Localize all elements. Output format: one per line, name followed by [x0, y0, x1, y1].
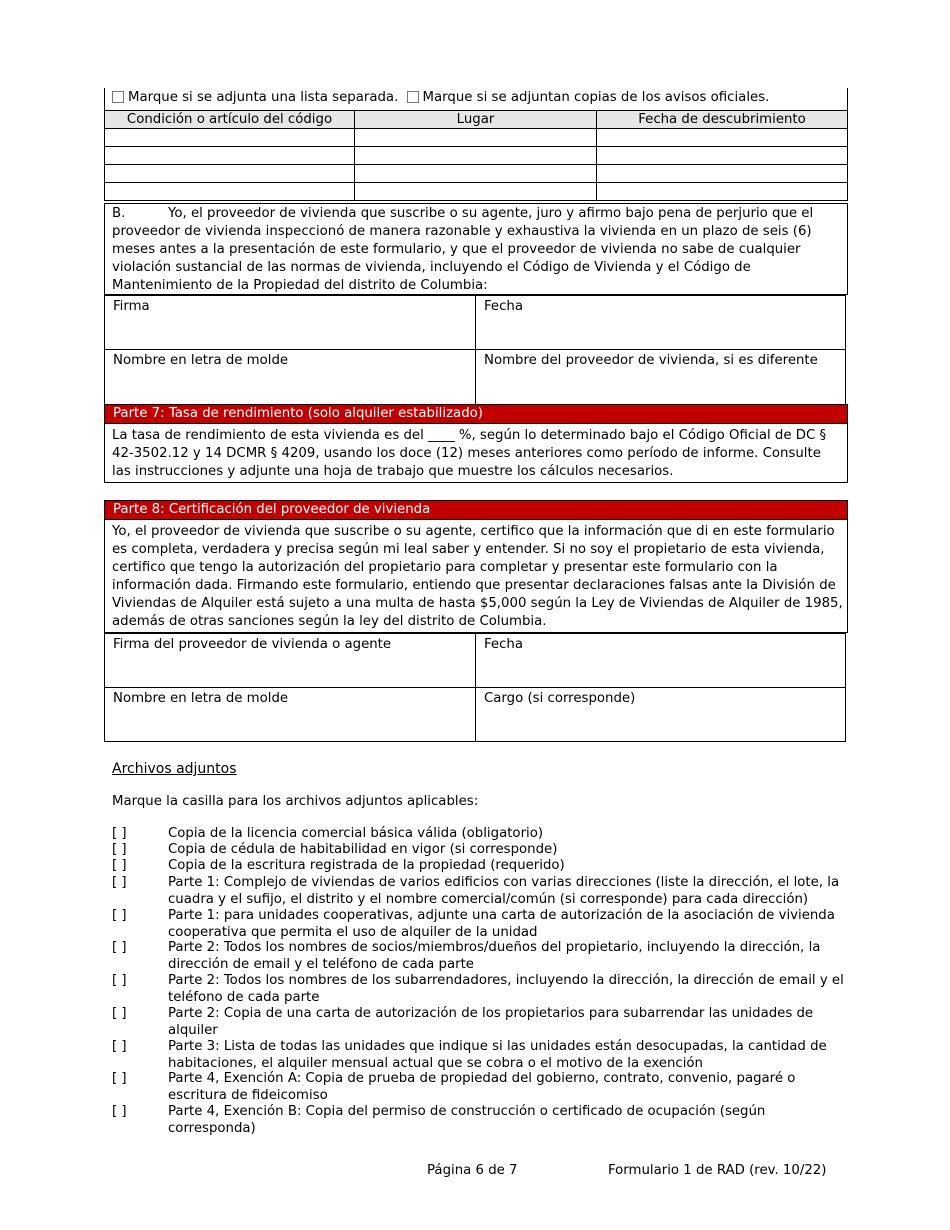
attachment-checkbox[interactable]: [ ] — [112, 973, 127, 988]
table-header: Lugar — [355, 111, 597, 129]
attachment-checkbox[interactable]: [ ] — [112, 940, 127, 955]
table-row[interactable] — [105, 129, 848, 147]
section-b-text — [112, 205, 842, 295]
table-cell[interactable] — [355, 165, 597, 183]
table-cell[interactable] — [355, 183, 597, 201]
table-row[interactable] — [105, 147, 848, 165]
agent-signature-field[interactable] — [104, 633, 476, 688]
title-label: Cargo (si corresponde) — [484, 691, 636, 706]
part8-text: Yo, el proveedor de vivienda que suscribe o su agente, certifico que la información que di en este formulario es completa, verdadera y precisa según mi leal saber y entender. Si no soy el propietario de esta vivienda, certifico que tengo la autorización del propietario para completar y presentar este formulario con la información dada. Firmando este formulario, entiendo que presentar declaraciones falsas ante la División de Viviendas de Alquiler está sujeto a una multa de hasta $5,000 según la Ley de Viviendas de Alquiler de 1985, además de otras sanciones según la ley del distrito de Columbia. — [112, 524, 843, 629]
official-notices-label: Marque si se adjuntan copias de los avisos oficiales. — [422, 90, 770, 105]
attachments-instruction: Marque la casilla para los archivos adjuntos aplicables: — [112, 794, 479, 809]
attachment-text: Copia de la escritura registrada de la propiedad (requerido) — [168, 858, 565, 873]
table-header: Condición o artículo del código — [105, 111, 355, 129]
attachment-text: Parte 2: Todos los nombres de socios/miembros/dueños del propietario, incluyendo la dirección, la dirección de email y el teléfono de cada parte — [168, 940, 821, 972]
table-header: Fecha de descubrimiento — [597, 111, 848, 129]
attachments-heading: Archivos adjuntos — [112, 761, 237, 777]
signature-label: Firma — [113, 299, 150, 314]
table-cell[interactable] — [597, 183, 848, 201]
part7-title: Parte 7: Tasa de rendimiento (solo alquiler estabilizado) — [104, 404, 848, 424]
print-name-label-2: Nombre en letra de molde — [113, 691, 289, 706]
violations-table — [104, 110, 848, 201]
provider-name-field[interactable] — [475, 349, 846, 405]
date-label: Fecha — [484, 299, 523, 314]
attachment-text: Parte 4, Exención B: Copia del permiso de construcción o certificado de ocupación (según corresponda) — [168, 1104, 766, 1136]
print-name-field-2[interactable] — [104, 687, 476, 742]
separate-list-label: Marque si se adjunta una lista separada. — [128, 90, 399, 105]
attachment-checkbox[interactable]: [ ] — [112, 908, 127, 923]
table-cell[interactable] — [597, 129, 848, 147]
attachment-checkbox[interactable]: [ ] — [112, 1071, 127, 1086]
attachment-text: Parte 1: para unidades cooperativas, adjunte una carta de autorización de la asociación de vivienda cooperativa que permita el uso de alquiler de la unidad — [168, 908, 835, 940]
top-border-left — [104, 88, 105, 110]
attachment-text: Parte 2: Todos los nombres de los subarrendadores, incluyendo la dirección, la dirección de email y el teléfono de cada parte — [168, 973, 844, 1005]
attachment-checkbox[interactable]: [ ] — [112, 1039, 127, 1054]
attachment-text: Copia de la licencia comercial básica válida (obligatorio) — [168, 826, 544, 841]
date-label-2: Fecha — [484, 637, 523, 652]
table-cell[interactable] — [355, 129, 597, 147]
part8-title: Parte 8: Certificación del proveedor de vivienda — [104, 500, 848, 520]
attachment-checkbox[interactable]: [ ] — [112, 1104, 127, 1119]
attachment-text: Parte 2: Copia de una carta de autorización de los propietarios para subarrendar las unidades de alquiler — [168, 1006, 814, 1038]
section-b-body: Yo, el proveedor de vivienda que suscribe o su agente, juro y afirmo bajo pena de perjurio que el proveedor de vivienda inspeccionó de manera razonable y exhaustiva la vivienda en un plazo de seis (6) meses antes a la presentación de este formulario, y que el proveedor de vivienda no sabe de cualquier violación sustancial de las normas de vivienda, incluyendo el Código de Vivienda y el Código de Mantenimiento de la Propiedad del distrito de Columbia: — [112, 206, 814, 293]
print-name-field[interactable] — [104, 349, 476, 405]
check-line — [112, 89, 769, 107]
attachment-checkbox[interactable]: [ ] — [112, 858, 127, 873]
table-row[interactable] — [105, 183, 848, 201]
part7-body — [104, 423, 848, 483]
attachment-checkbox[interactable]: [ ] — [112, 842, 127, 857]
provider-name-label: Nombre del proveedor de vivienda, si es diferente — [484, 353, 818, 368]
form-id: Formulario 1 de RAD (rev. 10/22) — [608, 1163, 827, 1178]
table-cell[interactable] — [105, 147, 355, 165]
date-field-2[interactable] — [475, 633, 846, 688]
section-b-letter: B. — [112, 206, 126, 221]
page-number: Página 6 de 7 — [427, 1163, 518, 1178]
attachment-text: Parte 1: Complejo de viviendas de varios edificios con varias direcciones (liste la dirección, el lote, la cuadra y el sufijo, el distrito y el nombre comercial/común (si corresponde) para cada dirección) — [168, 875, 840, 907]
table-cell[interactable] — [105, 183, 355, 201]
attachment-text: Parte 3: Lista de todas las unidades que indique si las unidades están desocupadas, la cantidad de habitaciones, el alquiler mensual actual que se cobra o el motivo de la exención — [168, 1039, 827, 1071]
table-header-row — [105, 111, 848, 129]
top-border-right — [847, 88, 848, 110]
section-b — [104, 203, 848, 295]
table-cell[interactable] — [105, 165, 355, 183]
print-name-label: Nombre en letra de molde — [113, 353, 289, 368]
title-field[interactable] — [475, 687, 846, 742]
table-cell[interactable] — [355, 147, 597, 165]
official-notices-checkbox[interactable] — [407, 91, 419, 103]
table-row[interactable] — [105, 165, 848, 183]
attachment-checkbox[interactable]: [ ] — [112, 875, 127, 890]
part7-text: La tasa de rendimiento de esta vivienda es del ____ %, según lo determinado bajo el Código Oficial de DC § 42-3502.12 y 14 DCMR § 4209, usando los doce (12) meses anteriores como período de informe. Consulte las instrucciones y adjunte una hoja de trabajo que muestre los cálculos necesarios. — [112, 428, 827, 479]
table-cell[interactable] — [597, 165, 848, 183]
signature-field[interactable] — [104, 295, 476, 350]
attachment-text: Copia de cédula de habitabilidad en vigor (si corresponde) — [168, 842, 558, 857]
attachment-text: Parte 4, Exención A: Copia de prueba de propiedad del gobierno, contrato, convenio, pagaré o escritura de fideicomiso — [168, 1071, 796, 1103]
attachment-checkbox[interactable]: [ ] — [112, 826, 127, 841]
date-field[interactable] — [475, 295, 846, 350]
separate-list-checkbox[interactable] — [112, 91, 124, 103]
table-cell[interactable] — [597, 147, 848, 165]
agent-signature-label: Firma del proveedor de vivienda o agente — [113, 637, 392, 652]
table-cell[interactable] — [105, 129, 355, 147]
attachment-checkbox[interactable]: [ ] — [112, 1006, 127, 1021]
part8-body — [104, 519, 848, 633]
